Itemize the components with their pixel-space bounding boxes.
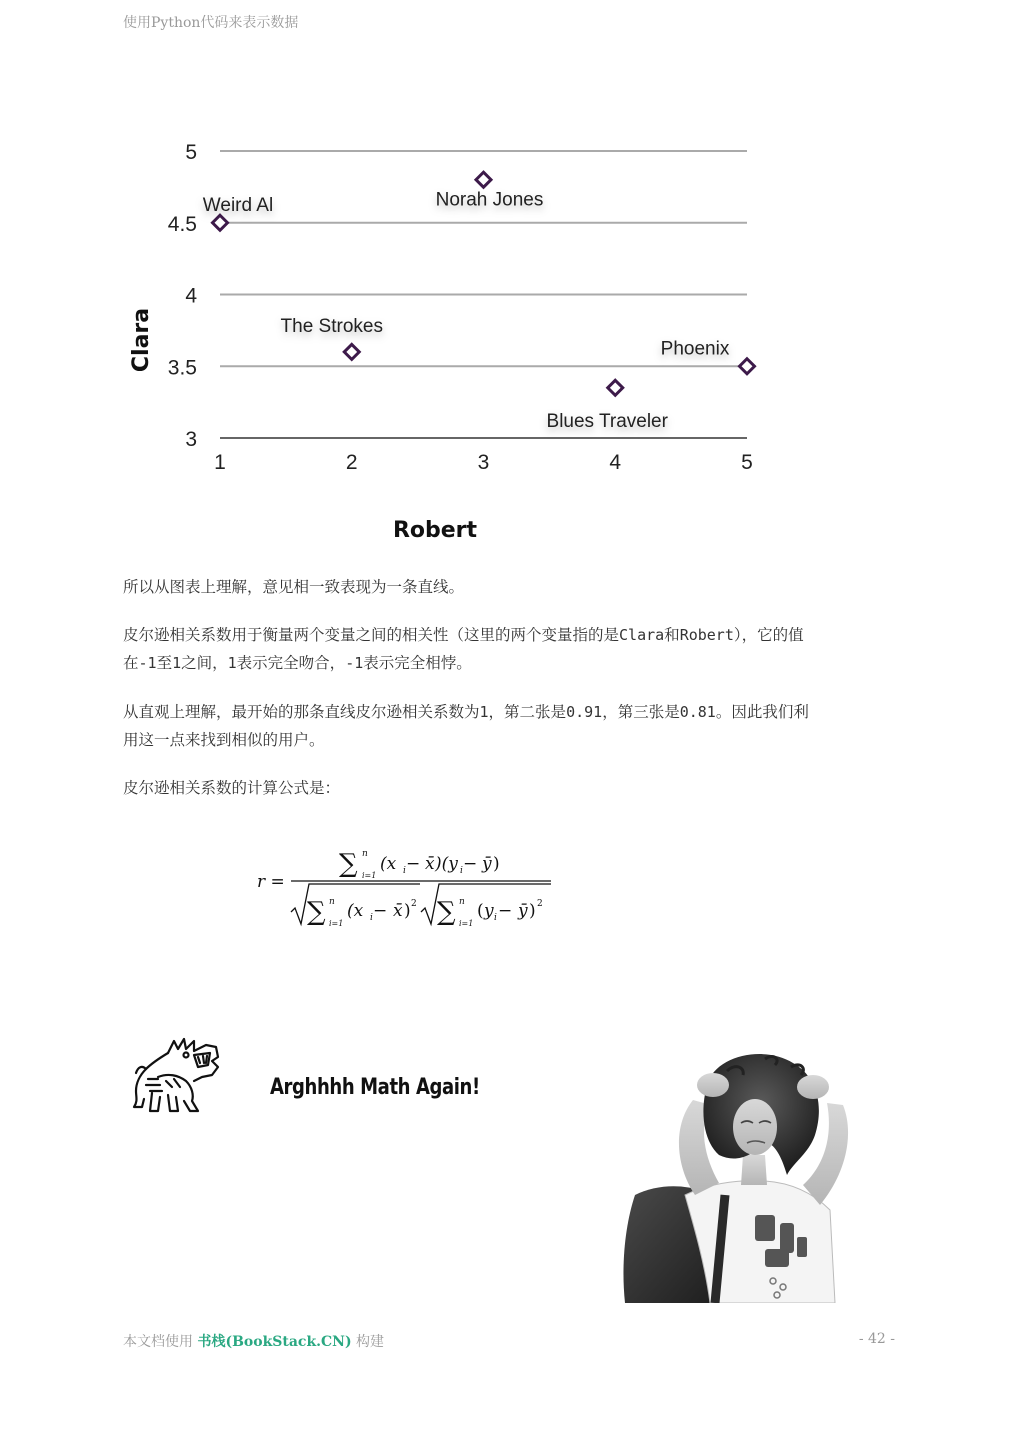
- scatter-chart: [120, 130, 780, 550]
- p3-text-e: ，第三张是: [602, 703, 680, 721]
- y-tick-label: 3: [185, 428, 197, 451]
- p3-one: 1: [479, 703, 489, 721]
- p3-091: 0.91: [566, 703, 603, 721]
- data-point: [608, 380, 623, 395]
- frustrated-girl-image: [615, 1045, 895, 1303]
- p2-text-e: ），它的值: [733, 626, 804, 644]
- data-labels: [203, 190, 730, 432]
- p2-robert: Robert: [679, 626, 734, 644]
- p2-text-a: 皮尔逊相关系数用于衡量两个变量之间的相关性（这里的两个变量指的是: [123, 626, 620, 644]
- paragraph-3: [123, 698, 903, 754]
- num-xi: i: [403, 866, 406, 876]
- data-point: [213, 215, 228, 230]
- num-close: ): [493, 854, 500, 874]
- den2-y: y: [484, 901, 494, 921]
- den1-close: ): [404, 901, 411, 921]
- paragraph-1: [123, 573, 903, 601]
- p2-text-f: 在: [123, 654, 139, 672]
- p2-text-h: 至: [156, 654, 173, 672]
- p3-text-g: 。因此我们利: [715, 703, 809, 721]
- den2-minus: −: [498, 901, 513, 921]
- footer-brand-link[interactable]: 书栈(BookStack.CN): [197, 1334, 352, 1350]
- den2-sq: 2: [537, 899, 543, 909]
- p3-text-c: ，第二张是: [488, 703, 567, 721]
- num-xbar: x̄: [425, 854, 435, 874]
- den1-sq: 2: [411, 899, 417, 909]
- den2-sup: n: [459, 897, 465, 907]
- y-tick-label: 4.5: [167, 212, 197, 236]
- p2-text-j: 之间，: [181, 654, 228, 672]
- den1-xi: i: [370, 913, 373, 923]
- den2-open: (: [477, 901, 484, 921]
- num-sub: i=1: [362, 871, 377, 880]
- footer-prefix: 本文档使用: [123, 1334, 198, 1350]
- data-label: Blues Traveler: [546, 410, 668, 432]
- data-label: Norah Jones: [435, 189, 544, 211]
- p2-text-l: 表示完全吻合，: [236, 654, 346, 672]
- paragraph-4: [123, 774, 903, 802]
- den1-sup: n: [329, 897, 335, 907]
- p2-clara: Clara: [619, 626, 665, 644]
- y-tick-label: 5: [185, 141, 197, 164]
- p3-text-h: 用这一点来找到相似的用户。: [123, 731, 325, 749]
- den1-xbar: x̄: [393, 901, 403, 921]
- paragraph-1-text: 所以从图表上理解，意见相一致表现为一条直线。: [123, 578, 465, 596]
- num-y: )(y: [435, 854, 458, 874]
- p2-one: 1: [172, 654, 182, 672]
- den2-ybar: ȳ: [518, 901, 528, 921]
- data-label: Phoenix: [660, 338, 730, 360]
- num-sup: n: [362, 849, 368, 859]
- page-number: - 42 -: [858, 1331, 895, 1347]
- p2-neg1-b: -1: [345, 654, 364, 672]
- p2-one-b: 1: [227, 654, 237, 672]
- p2-text-c: 和: [664, 626, 680, 644]
- y-axis-label: Clara: [129, 307, 154, 373]
- num-yi: i: [460, 866, 463, 876]
- data-point: [344, 344, 359, 359]
- formula-lhs: r =: [257, 872, 285, 892]
- footer-suffix: 构建: [351, 1334, 385, 1350]
- num-sigma: ∑: [339, 849, 358, 879]
- page-header: 使用Python代码来表示数据: [123, 15, 299, 31]
- x-tick-labels: [214, 451, 753, 474]
- den2-yi: i: [494, 913, 497, 923]
- data-point: [740, 359, 755, 374]
- y-tick-label: 3.5: [167, 356, 197, 380]
- pearson-formula: [255, 840, 565, 935]
- p3-text-a: 从直观上理解，最开始的那条直线皮尔逊相关系数为: [123, 703, 480, 721]
- x-tick-label: 5: [741, 451, 753, 474]
- footer-credit: [123, 1331, 384, 1351]
- num-minus1: −: [406, 854, 421, 874]
- paragraph-2: [123, 621, 903, 677]
- x-tick-label: 1: [214, 451, 226, 474]
- paragraph-4-text: 皮尔逊相关系数的计算公式是：: [123, 779, 341, 797]
- den2-close: ): [529, 901, 536, 921]
- x-tick-label: 3: [477, 451, 490, 474]
- den1-minus: −: [373, 901, 388, 921]
- num-ybar: ȳ: [482, 854, 492, 874]
- den1-sigma: ∑: [307, 897, 326, 927]
- p2-neg1: -1: [138, 654, 157, 672]
- num-minus2: −: [463, 854, 478, 874]
- den2-sigma: ∑: [437, 897, 456, 927]
- y-tick-label: 4: [185, 284, 197, 308]
- x-tick-label: 4: [609, 451, 622, 474]
- num-x: (x: [380, 854, 397, 874]
- monster-illustration: [128, 1035, 223, 1115]
- data-label: Weird Al: [202, 194, 274, 216]
- data-label: The Strokes: [280, 315, 383, 337]
- den1-sub: i=1: [329, 919, 344, 928]
- p2-text-n: 表示完全相悖。: [363, 654, 472, 672]
- p3-081: 0.81: [679, 703, 716, 721]
- x-tick-label: 2: [345, 451, 358, 474]
- x-axis-label: Robert: [392, 518, 478, 543]
- den2-sub: i=1: [459, 919, 474, 928]
- argh-caption: Arghhhh Math Again!: [270, 1075, 480, 1100]
- y-tick-labels: [168, 141, 198, 451]
- data-point: [476, 172, 491, 187]
- den1-x: (x: [347, 901, 364, 921]
